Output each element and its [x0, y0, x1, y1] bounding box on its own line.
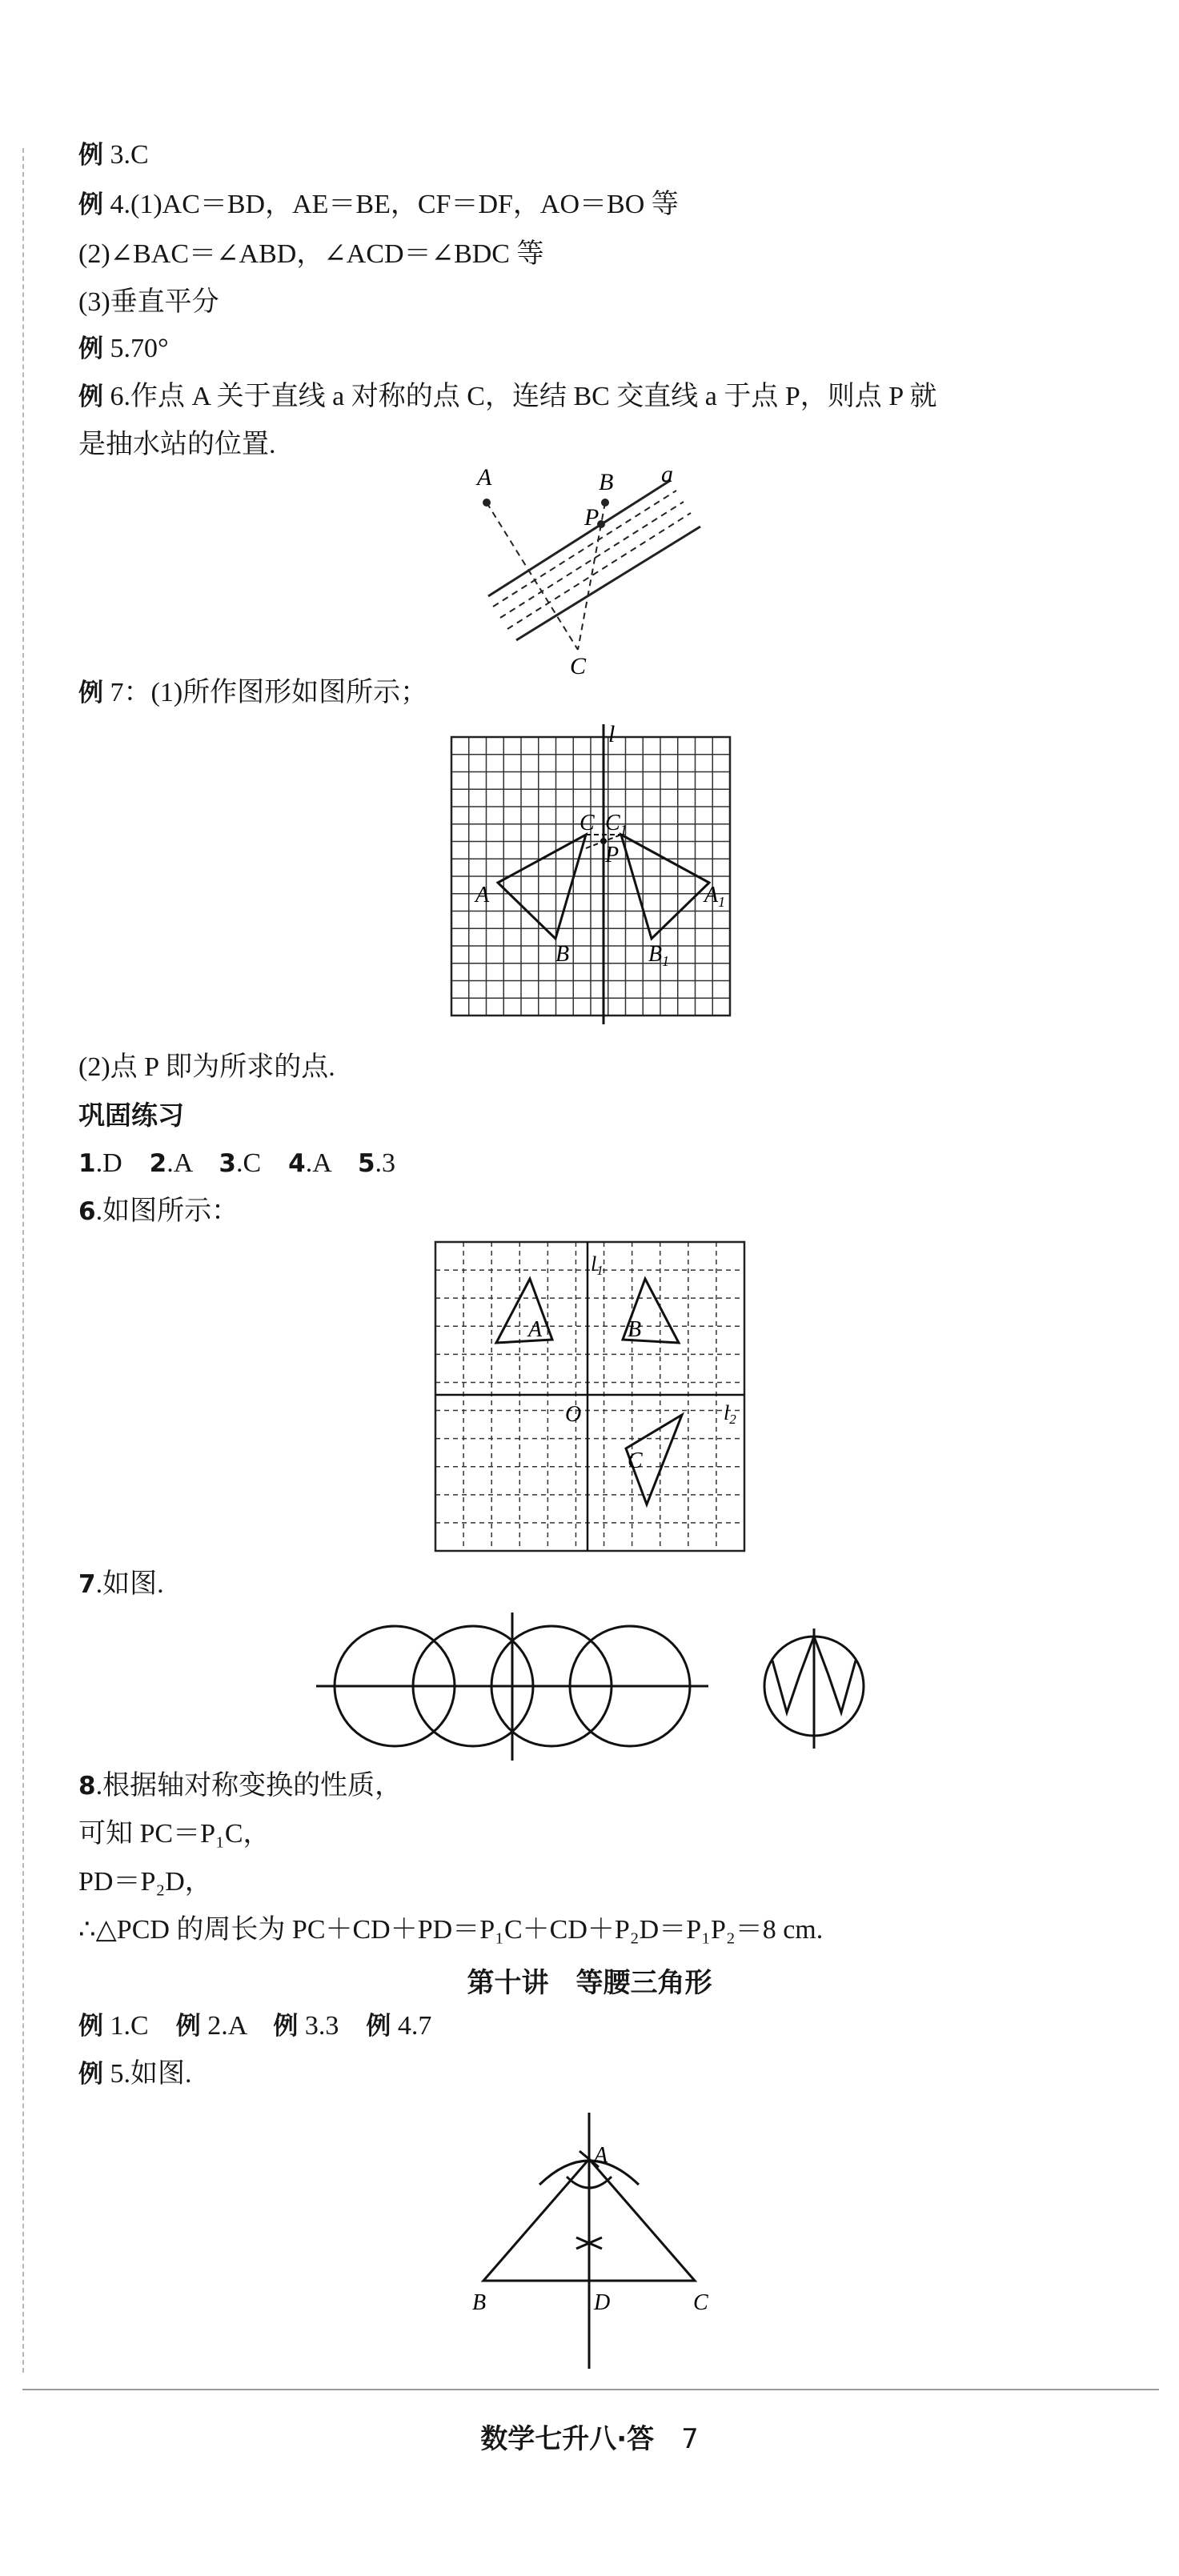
example-4-part1: 例 4.(1)AC＝BD，AE＝BE，CF＝DF，AO＝BO 等 [78, 190, 679, 219]
label-B: B [628, 1317, 642, 1342]
label-B1: $B_1$ [648, 942, 670, 969]
label-A: A [475, 883, 490, 907]
question-6: 6.如图所示： [78, 1196, 239, 1226]
page-footer: 数学七升八·答 7 [480, 2423, 699, 2455]
label-B: B [555, 942, 570, 967]
answer-row: 1.D 2.A 3.C 4.A 5.3 [78, 1148, 396, 1178]
example-3: 例 3.C [78, 140, 149, 170]
example-7-part2: (2)点 P 即为所求的点. [78, 1052, 335, 1082]
label-O: O [565, 1402, 582, 1427]
label-B: B [599, 469, 614, 495]
label-C1: $C_1$ [605, 811, 628, 838]
question-8-line2: 可知 PC＝P₁C， [78, 1819, 271, 1849]
label-l: l [608, 724, 616, 747]
label-C: C [628, 1448, 643, 1473]
label-D: D [594, 2290, 611, 2315]
label-l2: l2 [724, 1401, 736, 1427]
figure-isosceles-construction [456, 2113, 736, 2369]
label-C: C [579, 811, 595, 835]
figure-circles-symmetry [316, 1613, 876, 1761]
example-4-part2: (2)∠BAC＝∠ABD，∠ACD＝∠BDC 等 [78, 239, 544, 269]
example-6-line2: 是抽水站的位置. [78, 430, 276, 459]
question-7: 7.如图. [78, 1569, 164, 1599]
label-P: P [584, 504, 600, 531]
label-C: C [570, 653, 587, 679]
lecture-title: 第十讲 等腰三角形 [467, 1967, 712, 1999]
example-5-isosceles: 例 5.如图. [78, 2059, 192, 2089]
label-A1: $A_1$ [704, 883, 726, 910]
example-6-line1: 例 6.作点 A 关于直线 a 对称的点 C，连结 BC 交直线 a 于点 P，则点 P 就 [78, 382, 937, 411]
example-4-part3: (3)垂直平分 [78, 287, 219, 317]
label-C: C [693, 2290, 708, 2315]
question-8-line3: PD＝P₂D， [78, 1867, 212, 1897]
question-8-line1: 8.根据轴对称变换的性质， [78, 1771, 403, 1801]
figure-grid-reflection [448, 724, 736, 1024]
footer-rule [22, 2389, 1159, 2390]
label-P: P [605, 843, 620, 867]
example-5: 例 5.70° [78, 334, 169, 363]
label-B: B [472, 2290, 487, 2315]
figure-river-reflection [456, 464, 728, 680]
label-a: a [661, 464, 673, 487]
label-A: A [477, 464, 492, 491]
label-A: A [594, 2143, 608, 2168]
section-heading: 巩固练习 [78, 1100, 184, 1131]
example-7-part1: 例 7：(1)所作图形如图所示； [78, 678, 428, 707]
question-8-line4: ∴△PCD 的周长为 PC＋CD＋PD＝P₁C＋CD＋P₂D＝P₁P₂＝8 cm. [78, 1915, 824, 1945]
label-l1: l1 [591, 1252, 604, 1278]
margin-dashed-rule [22, 148, 24, 2373]
label-A: A [528, 1317, 543, 1342]
examples-1-to-4: 例 1.C 例 2.A 例 3.3 例 4.7 [78, 2011, 432, 2041]
figure-axes-grid [432, 1239, 748, 1559]
